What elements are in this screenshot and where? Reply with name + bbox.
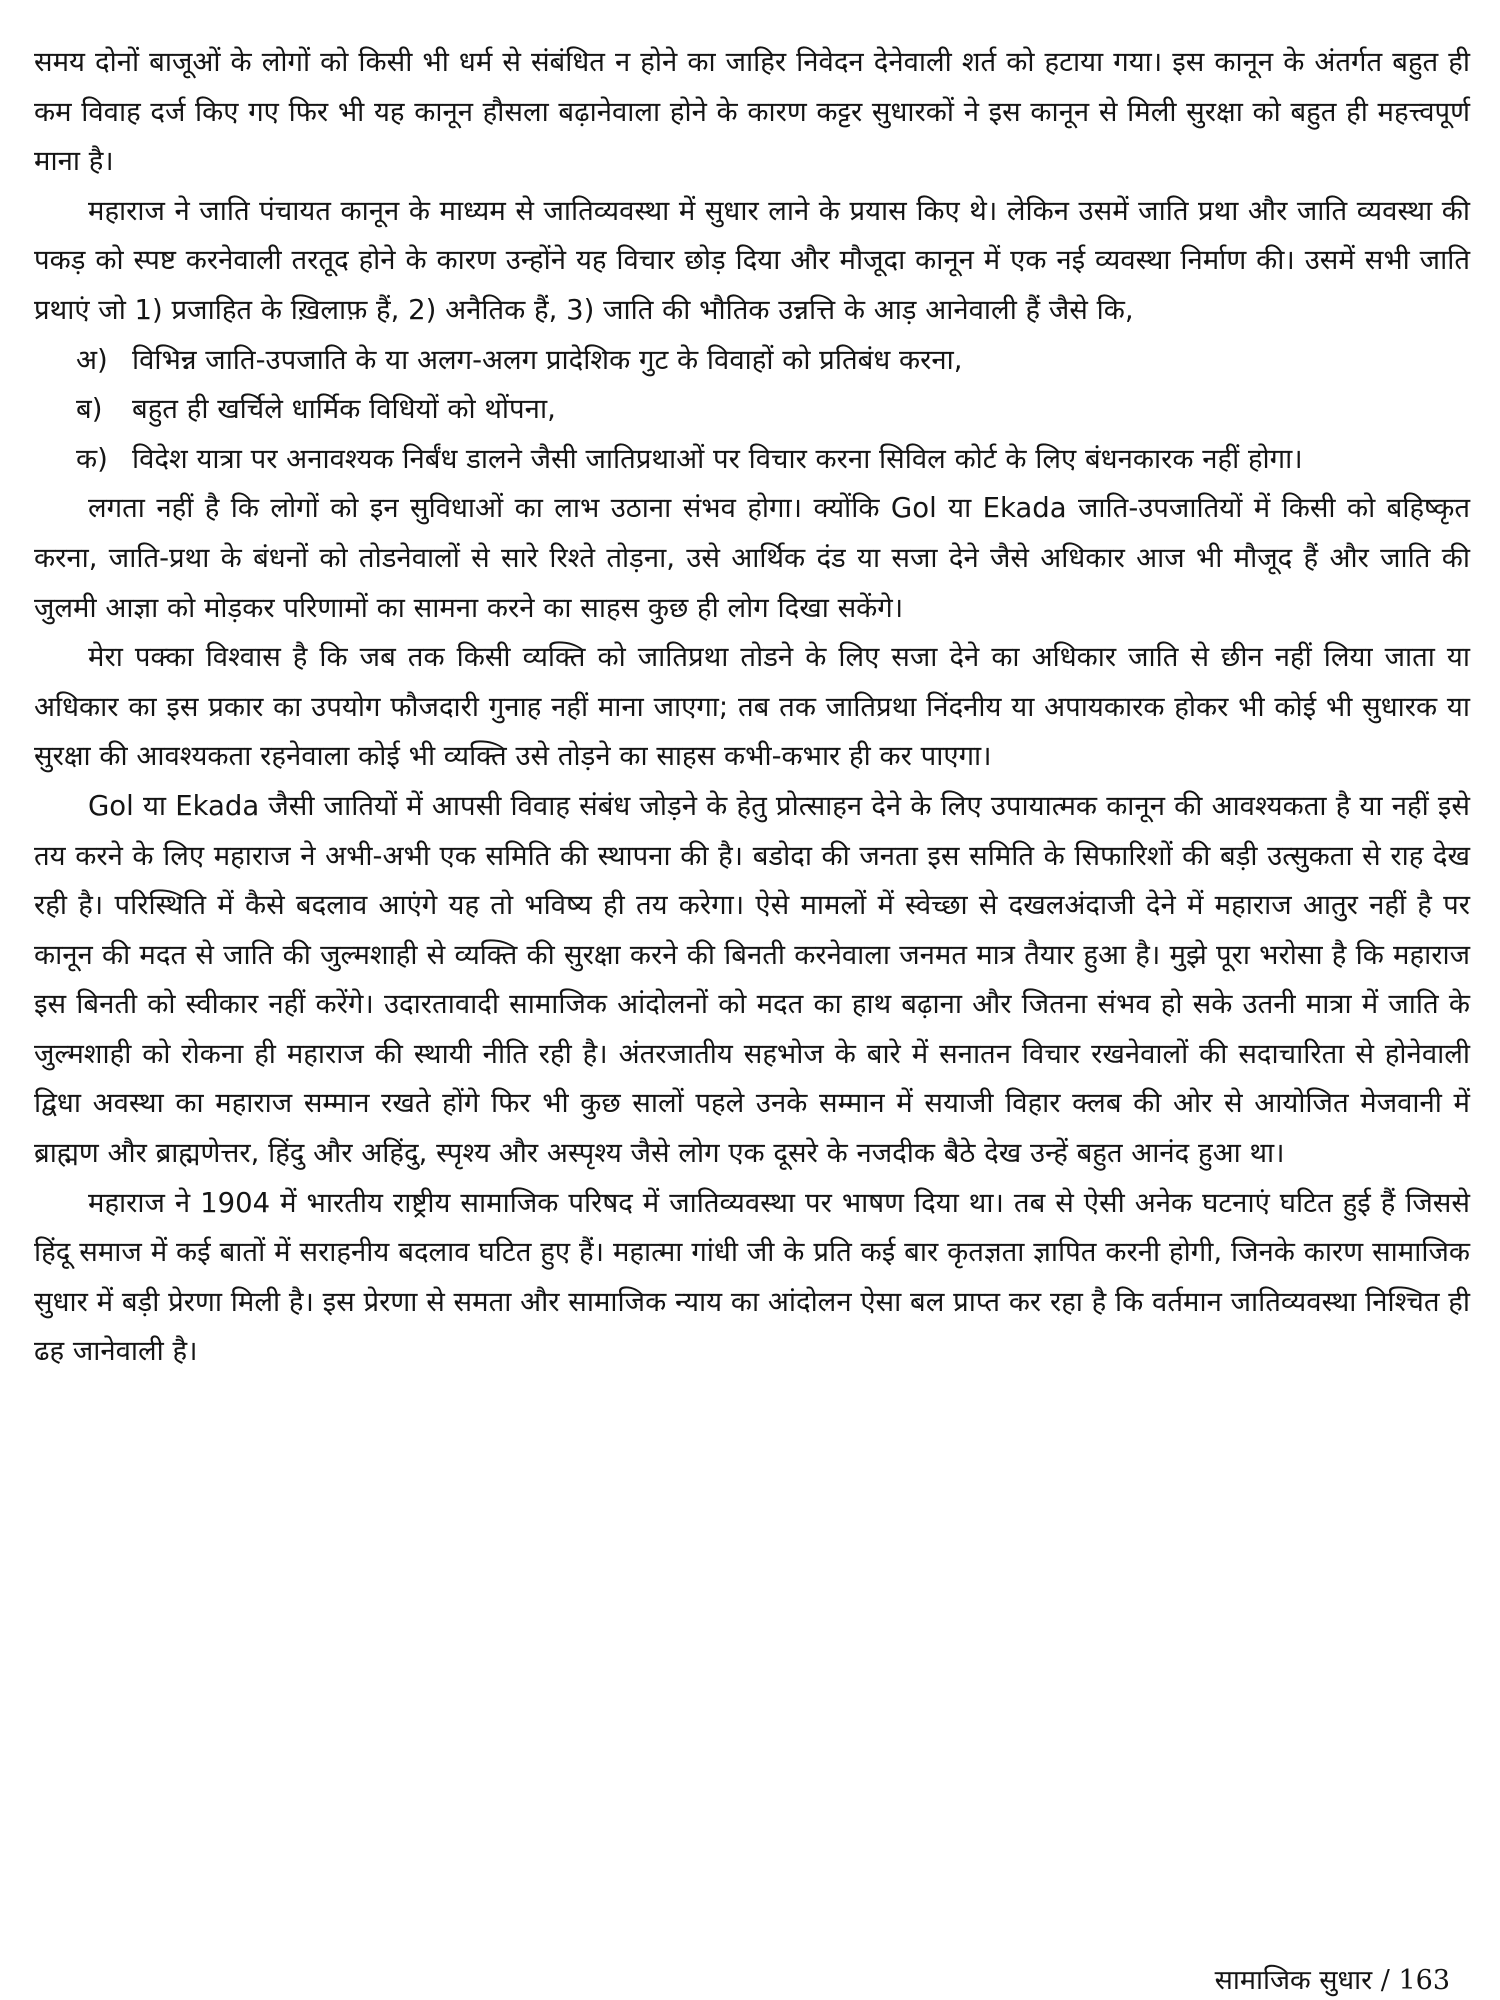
- list-item: [76, 435, 1470, 485]
- list-marker: अ): [76, 343, 108, 376]
- caste-practices-list: [34, 336, 1470, 485]
- list-marker: ब): [76, 393, 103, 426]
- paragraph-caste-panchayat: महाराज ने जाति पंचायत कानून के माध्यम से जातिव्यवस्था में सुधार लाने के प्रयास किए थे। लेकिन उसमें जाति प्रथा और जाति व्यवस्था की पकड़ को स्पष्ट करनेवाली तरतूद होने के कारण उन्होंने यह विचार छोड़ दिया और मौजूदा कानून में एक नई व्यवस्था निर्माण की। उसमें सभी जाति प्रथाएं जो 1) प्रजाहित के ख़िलाफ़ हैं, 2) अनैतिक हैं, 3) जाति की भौतिक उन्नत्ति के आड़ आनेवाली हैं जैसे कि,: [34, 194, 1470, 326]
- paragraph-benefits: लगता नहीं है कि लोगों को इन सुविधाओं का लाभ उठाना संभव होगा। क्योंकि Gol या Ekada जाति-उपजातियों में किसी को बहिष्कृत करना, जाति-प्रथा के बंधनों को तोडनेवालों से सारे रिश्ते तोड़ना, उसे आर्थिक दंड या सजा देने जैसे अधिकार आज भी मौजूद हैं और जाति की जुलमी आज्ञा को मोड़कर परिणामों का सामना करने का साहस कुछ ही लोग दिखा सकेंगे।: [34, 492, 1470, 624]
- page-body: [34, 38, 1470, 1377]
- list-item: [76, 385, 1470, 435]
- paragraph-continuation: समय दोनों बाजूओं के लोगों को किसी भी धर्म से संबंधित न होने का जाहिर निवेदन देनेवाली शर्त को हटाया गया। इस कानून के अंतर्गत बहुत ही कम विवाह दर्ज किए गए फिर भी यह कानून हौसला बढ़ानेवाला होने के कारण कट्टर सुधारकों ने इस कानून से मिली सुरक्षा को बहुत ही महत्त्वपूर्ण माना है।: [34, 46, 1470, 178]
- list-item-text: विभिन्न जाति-उपजाति के या अलग-अलग प्रादेशिक गुट के विवाहों को प्रतिबंध करना,: [132, 343, 963, 376]
- paragraph-committee: Gol या Ekada जैसी जातियों में आपसी विवाह संबंध जोड़ने के हेतु प्रोत्साहन देने के लिए उपायात्मक कानून की आवश्यकता है या नहीं इसे तय करने के लिए महाराज ने अभी-अभी एक समिति की स्थापना की है। बडोदा की जनता इस समिति के सिफारिशों की बड़ी उत्सुकता से राह देख रही है। परिस्थिति में कैसे बदलाव आएंगे यह तो भविष्य ही तय करेगा। ऐसे मामलों में स्वेच्छा से दखलअंदाजी देने में महाराज आतुर नहीं है पर कानून की मदत से जाति की जुल्मशाही से व्यक्ति की सुरक्षा करने की बिनती करनेवाला जनमत मात्र तैयार हुआ है। मुझे पूरा भरोसा है कि महाराज इस बिनती को स्वीकार नहीं करेंगे। उदारतावादी सामाजिक आंदोलनों को मदत का हाथ बढ़ाना और जितना संभव हो सके उतनी मात्रा में जाति के जुल्मशाही को रोकना ही महाराज की स्थायी नीति रही है। अंतरजातीय सहभोज के बारे में सनातन विचार रखनेवालों की सदाचारिता से होनेवाली द्विधा अवस्था का महाराज सम्मान रखते होंगे फिर भी कुछ सालों पहले उनके सम्मान में सयाजी विहार क्लब की ओर से आयोजित मेजवानी में ब्राह्मण और ब्राह्मणेत्तर, हिंदु और अहिंदु, स्पृश्य और अस्पृश्य जैसे लोग एक दूसरे के नजदीक बैठे देख उन्हें बहुत आनंद हुआ था।: [34, 789, 1470, 1170]
- paragraph-1904-speech: महाराज ने 1904 में भारतीय राष्ट्रीय सामाजिक परिषद में जातिव्यवस्था पर भाषण दिया था। तब से ऐसी अनेक घटनाएं घटित हुई हैं जिससे हिंदू समाज में कई बातों में सराहनीय बदलाव घटित हुए हैं। महात्मा गांधी जी के प्रति कई बार कृतज्ञता ज्ञापित करनी होगी, जिनके कारण सामाजिक सुधार में बड़ी प्रेरणा मिली है। इस प्रेरणा से समता और सामाजिक न्याय का आंदोलन ऐसा बल प्राप्त कर रहा है कि वर्तमान जातिव्यवस्था निश्चित ही ढह जानेवाली है।: [34, 1186, 1470, 1368]
- list-item-text: बहुत ही खर्चिले धार्मिक विधियों को थोंपना,: [132, 393, 556, 426]
- paragraph-belief: मेरा पक्का विश्वास है कि जब तक किसी व्यक्ति को जातिप्रथा तोडने के लिए सजा देने का अधिकार जाति से छीन नहीं लिया जाता या अधिकार का इस प्रकार का उपयोग फौजदारी गुनाह नहीं माना जाएगा; तब तक जातिप्रथा निंदनीय या अपायकारक होकर भी कोई भी सुधारक या सुरक्षा की आवश्यकता रहनेवाला कोई भी व्यक्ति उसे तोड़ने का साहस कभी-कभार ही कर पाएगा।: [34, 641, 1470, 773]
- list-item-text: विदेश यात्रा पर अनावश्यक निर्बंध डालने जैसी जातिप्रथाओं पर विचार करना सिविल कोर्ट के लिए बंधनकारक नहीं होगा।: [132, 442, 1303, 475]
- list-item: [76, 336, 1470, 386]
- list-marker: क): [76, 442, 108, 475]
- page-footer: सामाजिक सुधार / 163: [1214, 1965, 1450, 1996]
